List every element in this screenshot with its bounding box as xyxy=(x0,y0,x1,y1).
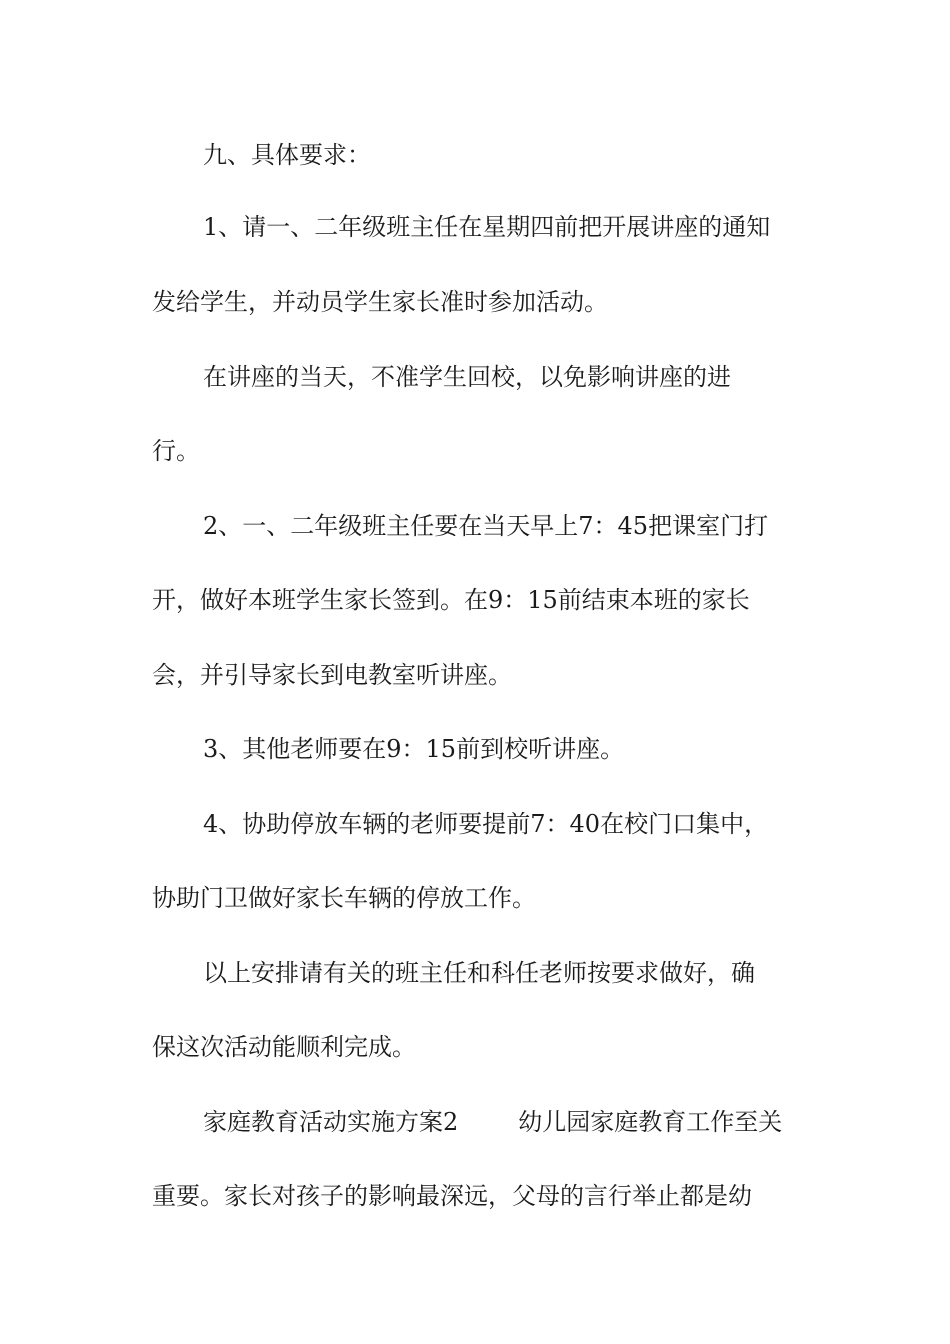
paragraph-line: 4、协助停放车辆的老师要提前7：40在校门口集中， xyxy=(203,810,769,838)
document-subtitle: 家庭教育活动实施方案2 xyxy=(203,1108,459,1136)
section-heading: 九、具体要求： xyxy=(203,141,371,169)
paragraph-line: 1、请一、二年级班主任在星期四前把开展讲座的通知 xyxy=(203,213,771,241)
paragraph-line: 行。 xyxy=(152,437,200,465)
paragraph-line: 协助门卫做好家长车辆的停放工作。 xyxy=(152,884,536,912)
paragraph-line: 以上安排请有关的班主任和科任老师按要求做好，确 xyxy=(203,959,755,987)
paragraph-line xyxy=(203,1107,782,1137)
paragraph-line: 开，做好本班学生家长签到。在9：15前结束本班的家长 xyxy=(152,586,750,614)
paragraph-line: 会，并引导家长到电教室听讲座。 xyxy=(152,661,512,689)
paragraph-line: 发给学生，并动员学生家长准时参加活动。 xyxy=(152,288,608,316)
paragraph-line: 保这次活动能顺利完成。 xyxy=(152,1033,416,1061)
paragraph-line: 在讲座的当天，不准学生回校，以免影响讲座的进 xyxy=(203,363,731,391)
paragraph-line: 2、一、二年级班主任要在当天早上7：45把课室门打 xyxy=(203,512,769,540)
paragraph-line: 重要。家长对孩子的影响最深远，父母的言行举止都是幼 xyxy=(152,1182,752,1210)
paragraph-text: 幼儿园家庭教育工作至关 xyxy=(518,1108,783,1136)
paragraph-line: 3、其他老师要在9：15前到校听讲座。 xyxy=(203,735,625,763)
